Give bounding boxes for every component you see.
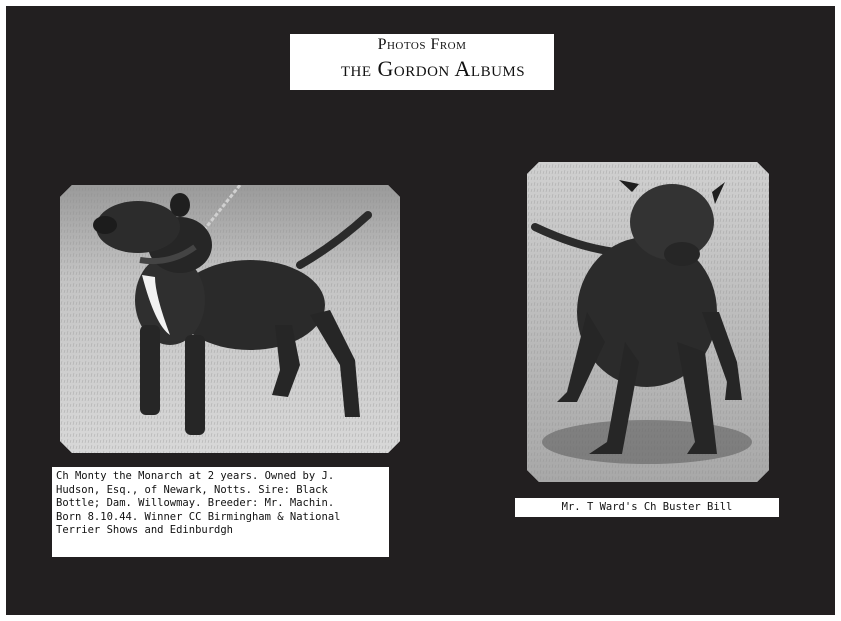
dog-photo-right	[527, 162, 769, 482]
photo-monty-the-monarch	[60, 185, 400, 453]
page-title	[290, 34, 554, 90]
title-line-2: the Gordon Albums	[340, 56, 526, 81]
photo-buster-bill	[527, 162, 769, 482]
caption-buster-bill: Mr. T Ward's Ch Buster Bill	[515, 498, 779, 517]
title-line-1: Photos From	[377, 36, 467, 53]
dog-photo-left	[60, 185, 400, 453]
caption-monty-the-monarch: Ch Monty the Monarch at 2 years. Owned by J. Hudson, Esq., of Newark, Notts. Sire: Black Bottle; Dam. Willowmay. Breeder: Mr. Machin. Born 8.10.44. Winner CC Birmingham & National Terrier Shows and Edinburdgh	[52, 467, 389, 557]
